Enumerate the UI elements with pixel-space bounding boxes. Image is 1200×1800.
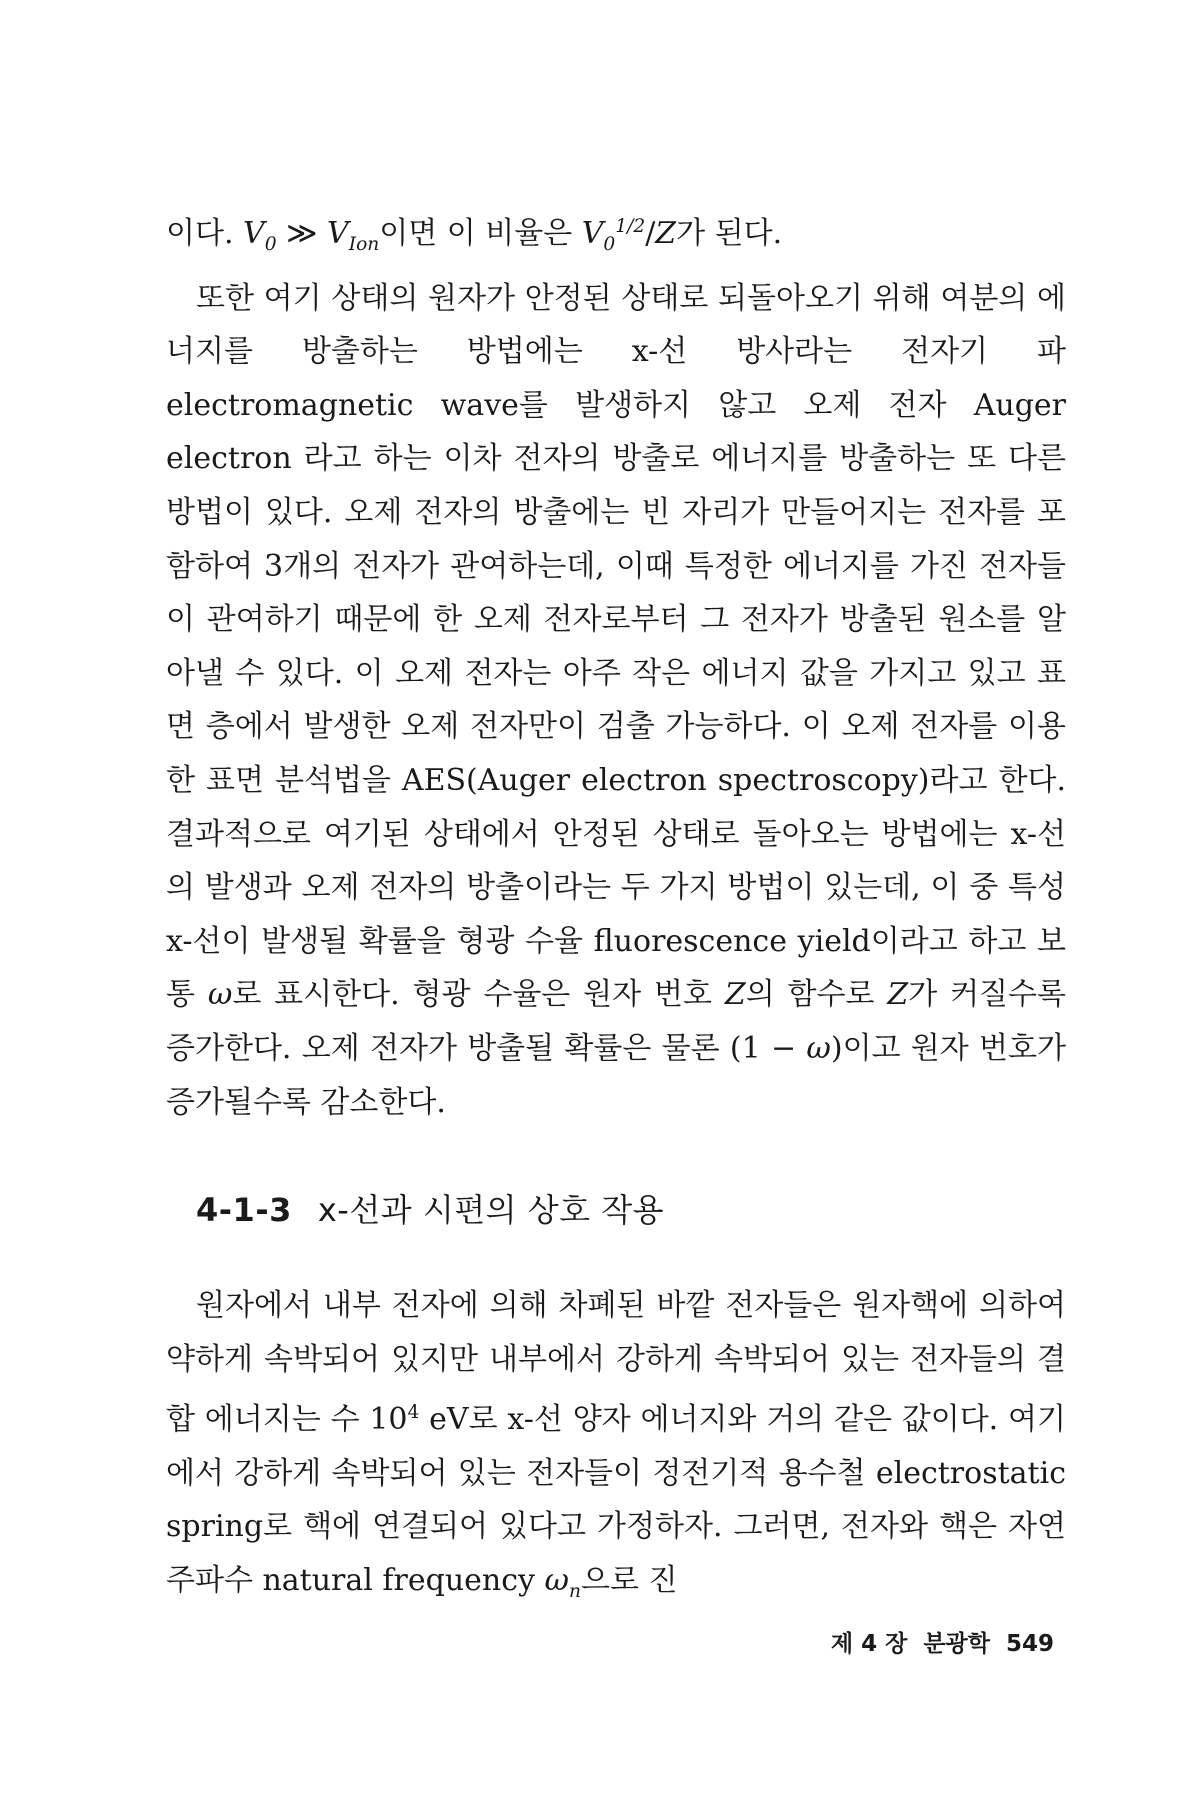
math-symbol: ω (806, 1030, 831, 1066)
section-heading (196, 1185, 1066, 1231)
page-footer (815, 1625, 1054, 1658)
math-subscript: 0 (264, 234, 277, 255)
text-run: )이고 원자 번호가 증가될수록 감소한다. (166, 1030, 1066, 1120)
text-run: 의 함수로 (745, 977, 888, 1013)
text-run: 또한 여기 상태의 원자가 안정된 상태로 되돌아오기 위해 여분의 에너지를 방출하는 방법에는 x-선 방사라는 전자기 파 electromagnetic wave를 발생하지 않고 오제 전자 Auger electron 라고 하는 이차 전자의 방출로 에너지를 방출하는 또 다른 방법이 있다. 오제 전자의 방출에는 빈 자리가 만들어지는 전자를 포함하여 3개의 전자가 관여하는데, 이때 특정한 에너지를 가진 전자들이 관여하기 때문에 한 오제 전자로부터 그 전자가 방출된 원소를 알아낼 수 있다. 이 오제 전자는 아주 작은 에너지 값을 가지고 있고 표면 층에서 발생한 오제 전자만이 검출 가능하다. 이 오제 전자를 이용한 표면 분석법을 AES(Auger electron spectroscopy)라고 한다. 결과적으로 여기된 상태에서 안정된 상태로 돌아오는 방법에는 x-선의 발생과 오제 전자의 방출이라는 두 가지 방법이 있는데, 이 중 특성 x-선이 발생될 확률을 형광 수율 fluorescence yield이라고 하고 보통 (166, 280, 1066, 1013)
paragraph-2 (166, 272, 1066, 1130)
math-superscript: 4 (407, 1402, 420, 1424)
math-symbol: V (327, 216, 349, 251)
text-run: eV로 x-선 양자 에너지와 거의 같은 값이다. 여기에서 강하게 속박되어 있는 전자들이 정전기적 용수철 electrostatic spring로 핵에 연결되어 있다고 가정하자. 그러면, 전자와 핵은 자연 주파수 natural frequency (166, 1402, 1066, 1599)
math-operator: ≫ (276, 216, 328, 251)
text-run: 이면 이 비율은 (379, 216, 582, 251)
page-number: 549 (1005, 1631, 1054, 1657)
math-superscript: 1/2 (615, 216, 646, 237)
text-run: 가 커질수록 증가한다. 오제 전자가 방출될 확률은 물론 (1 − (166, 977, 1066, 1066)
section-title: x-선과 시편의 상호 작용 (317, 1191, 665, 1230)
math-symbol: V (243, 216, 265, 251)
section-number: 4-1-3 (196, 1191, 292, 1230)
text-run: 로 표시한다. 형광 수율은 원자 번호 (232, 977, 725, 1013)
chapter-label: 제 4 장 (830, 1631, 908, 1657)
math-symbol: V (581, 216, 604, 251)
paragraph-1 (166, 200, 1066, 272)
math-subscript: Ion (348, 234, 380, 255)
math-symbol: Z (655, 216, 677, 251)
math-subscript: 0 (603, 234, 616, 255)
text-run: 가 된다. (676, 216, 783, 251)
text-run: 원자에서 내부 전자에 의해 차폐된 바깥 전자들은 원자핵에 의하여 약하게 속박되어 있지만 내부에서 강하게 속박되어 있는 전자들의 결합 에너지는 수 10 (166, 1288, 1066, 1438)
math-operator: / (645, 216, 656, 251)
paragraph-3 (166, 1279, 1066, 1619)
math-symbol: Z (724, 977, 746, 1013)
chapter-title: 분광학 (923, 1631, 990, 1657)
text-run: 으로 진 (580, 1563, 678, 1599)
math-symbol: Z (887, 977, 909, 1013)
document-page (166, 200, 1066, 1619)
math-subscript: n (568, 1581, 581, 1603)
math-symbol: ω (544, 1563, 569, 1599)
text-run: 이다. (166, 216, 244, 251)
math-symbol: ω (207, 977, 233, 1013)
